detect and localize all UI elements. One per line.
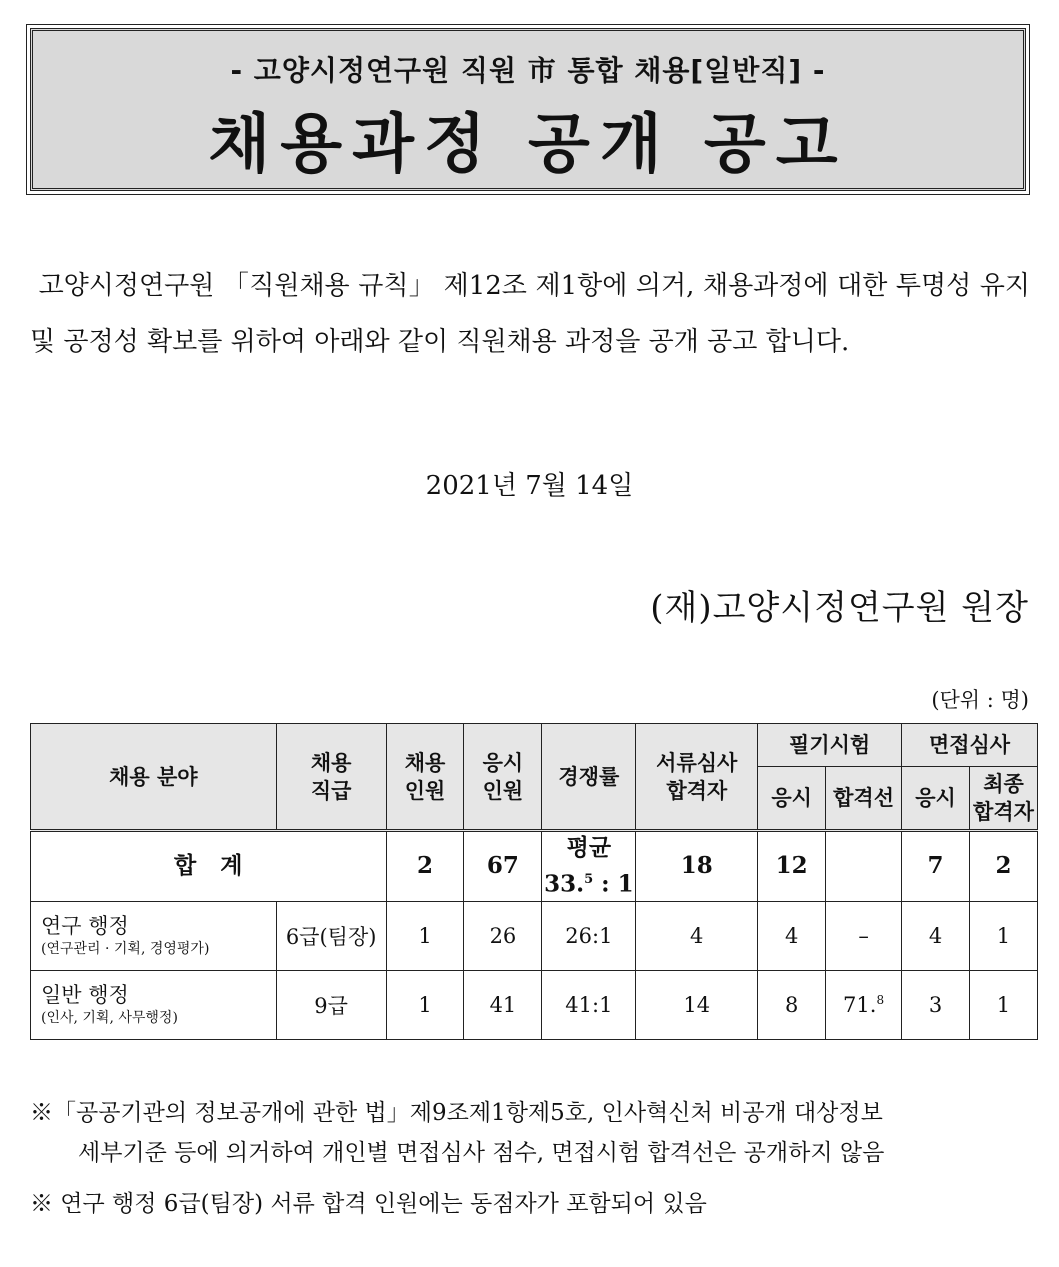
total-label: 합 계 [31,831,387,902]
header-final: 최종 합격자 [969,767,1037,831]
row-written-cutoff: – [826,901,902,970]
notes-block [30,1093,1030,1173]
row-written-cutoff: 71.$^8$ [826,970,902,1039]
title-box [30,28,1026,191]
row-written-taken: 4 [758,901,826,970]
row-interview-taken: 4 [902,901,970,970]
row-applicants: 26 [464,901,542,970]
row-final-passed: 1 [969,901,1037,970]
total-competition: 평균 33.$^5$ : 1 [542,831,636,902]
header-interview-taken: 응시 [902,767,970,831]
total-hires: 2 [386,831,464,902]
recruitment-table [30,723,1038,1040]
unit-label: (단위 : 명) [931,688,1029,712]
row-field: 일반 행정 (인사, 기획, 사무행정) [31,970,277,1039]
intro-text: 고양시정연구원 「직원채용 규칙」 제12조 제1항에 의거, 채용과정에 대한 투명성 유지 및 공정성 확보를 위하여 아래와 같이 직원채용 과정을 공개 공고 합니다. [30,271,1030,357]
table-row [31,970,1038,1039]
row-grade: 6급(팀장) [276,901,386,970]
notice-date: 2021년 7월 14일 [425,471,634,501]
organization-signature: (재)고양시정연구원 원장 [650,588,1029,628]
total-final-passed: 2 [969,831,1037,902]
notice-title: 채용과정 공개 공고 [208,108,848,182]
row-interview-taken: 3 [902,970,970,1039]
row-hires: 1 [386,970,464,1039]
row-written-taken: 8 [758,970,826,1039]
header-grade: 채용 직급 [276,724,386,831]
total-document-passed: 18 [636,831,758,902]
header-written-taken: 응시 [758,767,826,831]
total-row [31,831,1038,902]
total-interview-taken: 7 [902,831,970,902]
note-tie: ※ 연구 행정 6급(팀장) 서류 합격 인원에는 동점자가 포함되어 있음 [30,1191,707,1217]
notice-subtitle: - 고양시정연구원 직원 市 통합 채용[일반직] - [230,54,826,87]
header-competition: 경쟁률 [542,724,636,831]
header-document: 서류심사 합격자 [636,724,758,831]
row-field: 연구 행정 (연구관리 · 기획, 경영평가) [31,901,277,970]
header-written: 필기시험 [758,724,902,767]
row-document-passed: 14 [636,970,758,1039]
note-disclosure-line2: 세부기준 등에 의거하여 개인별 면접심사 점수, 면접시험 합격선은 공개하지 않음 [78,1140,885,1166]
header-interview: 면접심사 [902,724,1038,767]
total-written-taken: 12 [758,831,826,902]
table-row [31,901,1038,970]
row-grade: 9급 [276,970,386,1039]
total-written-cutoff [826,831,902,902]
row-hires: 1 [386,901,464,970]
row-competition: 26:1 [542,901,636,970]
header-applicants: 응시 인원 [464,724,542,831]
intro-paragraph [30,258,1030,370]
row-final-passed: 1 [969,970,1037,1039]
note-disclosure-line1: ※「공공기관의 정보공개에 관한 법」제9조제1항제5호, 인사혁신처 비공개 대상정보 [30,1100,883,1126]
header-field: 채용 분야 [31,724,277,831]
header-hires: 채용 인원 [386,724,464,831]
row-competition: 41:1 [542,970,636,1039]
header-written-cutoff: 합격선 [826,767,902,831]
row-document-passed: 4 [636,901,758,970]
row-applicants: 41 [464,970,542,1039]
total-applicants: 67 [464,831,542,902]
